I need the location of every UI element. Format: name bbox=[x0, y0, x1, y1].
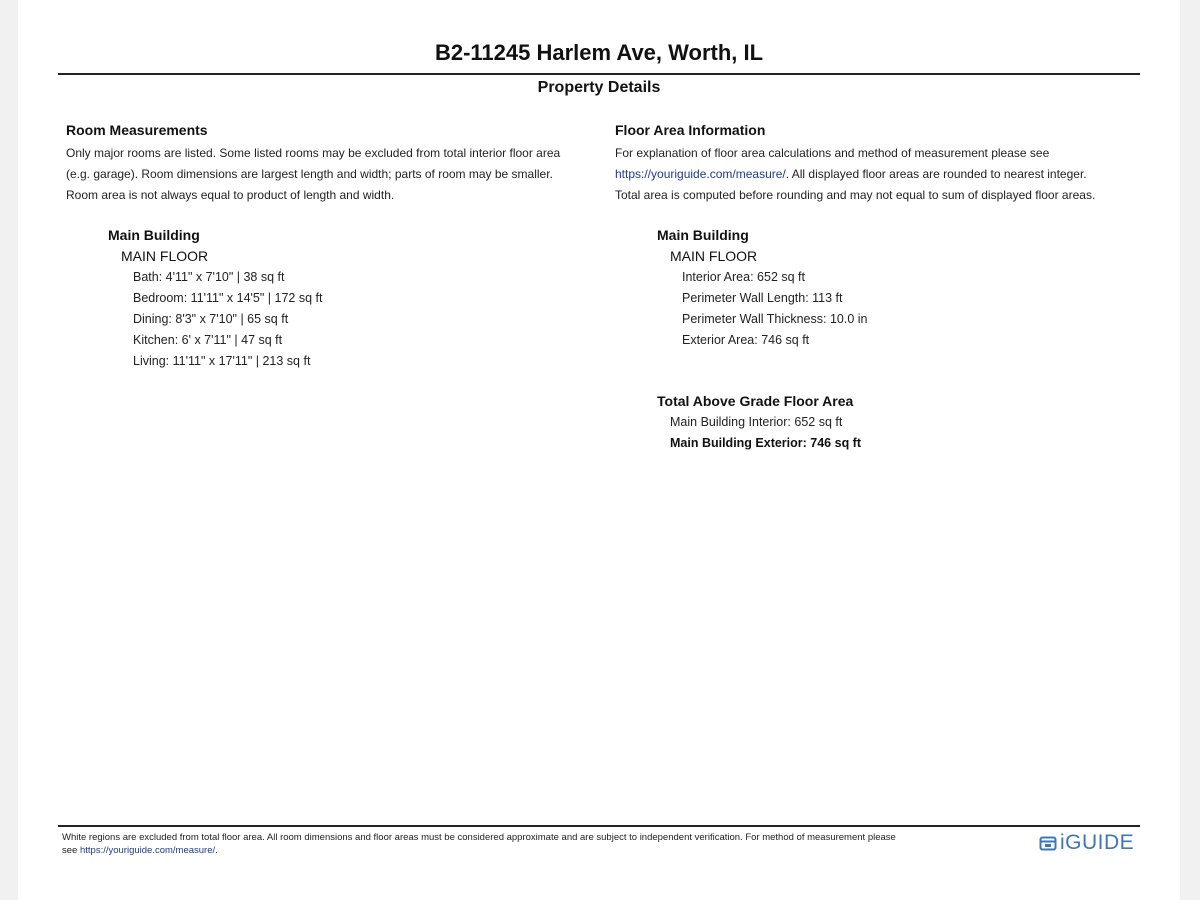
total-list bbox=[670, 412, 1145, 454]
room-item-bedroom: Bedroom: 11'11" x 14'5" | 172 sq ft bbox=[133, 291, 323, 305]
description-line: Room area is not always equal to product of length and width. bbox=[66, 188, 395, 202]
footer-line-prefix: see bbox=[62, 845, 80, 856]
room-item-bath: Bath: 4'11" x 7'10" | 38 sq ft bbox=[133, 270, 285, 284]
total-interior-item: Main Building Interior: 652 sq ft bbox=[670, 415, 843, 429]
room-list bbox=[133, 267, 596, 372]
page-subtitle: Property Details bbox=[537, 79, 661, 96]
header-divider bbox=[58, 73, 1140, 75]
document-page bbox=[18, 0, 1180, 900]
footer-line: White regions are excluded from total floor area. All room dimensions and floor areas must be considered approximate and are subject to independent verification. For method of measurement please bbox=[62, 832, 896, 843]
interior-area-item: Interior Area: 652 sq ft bbox=[682, 270, 805, 284]
building-name: Main Building bbox=[657, 227, 749, 243]
building-name: Main Building bbox=[108, 227, 200, 243]
room-measurements-heading: Room Measurements bbox=[66, 122, 208, 138]
wall-thickness-item: Perimeter Wall Thickness: 10.0 in bbox=[682, 312, 868, 326]
floor-area-heading: Floor Area Information bbox=[615, 122, 766, 138]
description-line: Only major rooms are listed. Some listed rooms may be excluded from total interior floor area bbox=[66, 146, 561, 160]
exterior-area-item: Exterior Area: 746 sq ft bbox=[682, 333, 810, 347]
perimeter-length-item: Perimeter Wall Length: 113 ft bbox=[682, 291, 843, 305]
description-line: . All displayed floor areas are rounded to nearest integer. bbox=[785, 167, 1087, 181]
iguide-logo-icon bbox=[1039, 834, 1057, 852]
footer-divider bbox=[58, 825, 1140, 827]
room-item-kitchen: Kitchen: 6' x 7'11" | 47 sq ft bbox=[133, 333, 283, 347]
room-item-living: Living: 11'11" x 17'11" | 213 sq ft bbox=[133, 354, 311, 368]
room-list-main-building bbox=[108, 225, 596, 372]
footer-line-suffix: . bbox=[215, 845, 218, 856]
floor-name: MAIN FLOOR bbox=[121, 248, 209, 264]
floor-name: MAIN FLOOR bbox=[670, 248, 758, 264]
room-measurements-section bbox=[66, 122, 596, 372]
total-floor-area bbox=[657, 391, 1145, 454]
room-measurements-description bbox=[66, 143, 596, 206]
iguide-logo-text: iGUIDE bbox=[1060, 831, 1135, 854]
floor-area-main-building bbox=[657, 225, 1145, 351]
floor-area-section bbox=[615, 122, 1145, 454]
total-exterior-item: Main Building Exterior: 746 sq ft bbox=[670, 436, 861, 450]
total-heading: Total Above Grade Floor Area bbox=[657, 393, 854, 409]
description-line: For explanation of floor area calculations and method of measurement please see bbox=[615, 146, 1050, 160]
iguide-logo bbox=[1039, 830, 1134, 856]
description-line: Total area is computed before rounding and may not equal to sum of displayed floor areas. bbox=[615, 188, 1096, 202]
page-title: B2-11245 Harlem Ave, Worth, IL bbox=[434, 40, 764, 65]
description-line: (e.g. garage). Room dimensions are largest length and width; parts of room may be smaller. bbox=[66, 167, 553, 181]
footer-measure-link[interactable]: https://youriguide.com/measure/ bbox=[79, 845, 216, 856]
room-item-dining: Dining: 8'3" x 7'10" | 65 sq ft bbox=[133, 312, 289, 326]
floor-area-list bbox=[682, 267, 1145, 351]
footer-disclaimer bbox=[62, 831, 992, 857]
measure-link[interactable]: https://youriguide.com/measure/ bbox=[615, 167, 786, 181]
floor-area-description bbox=[615, 143, 1145, 206]
